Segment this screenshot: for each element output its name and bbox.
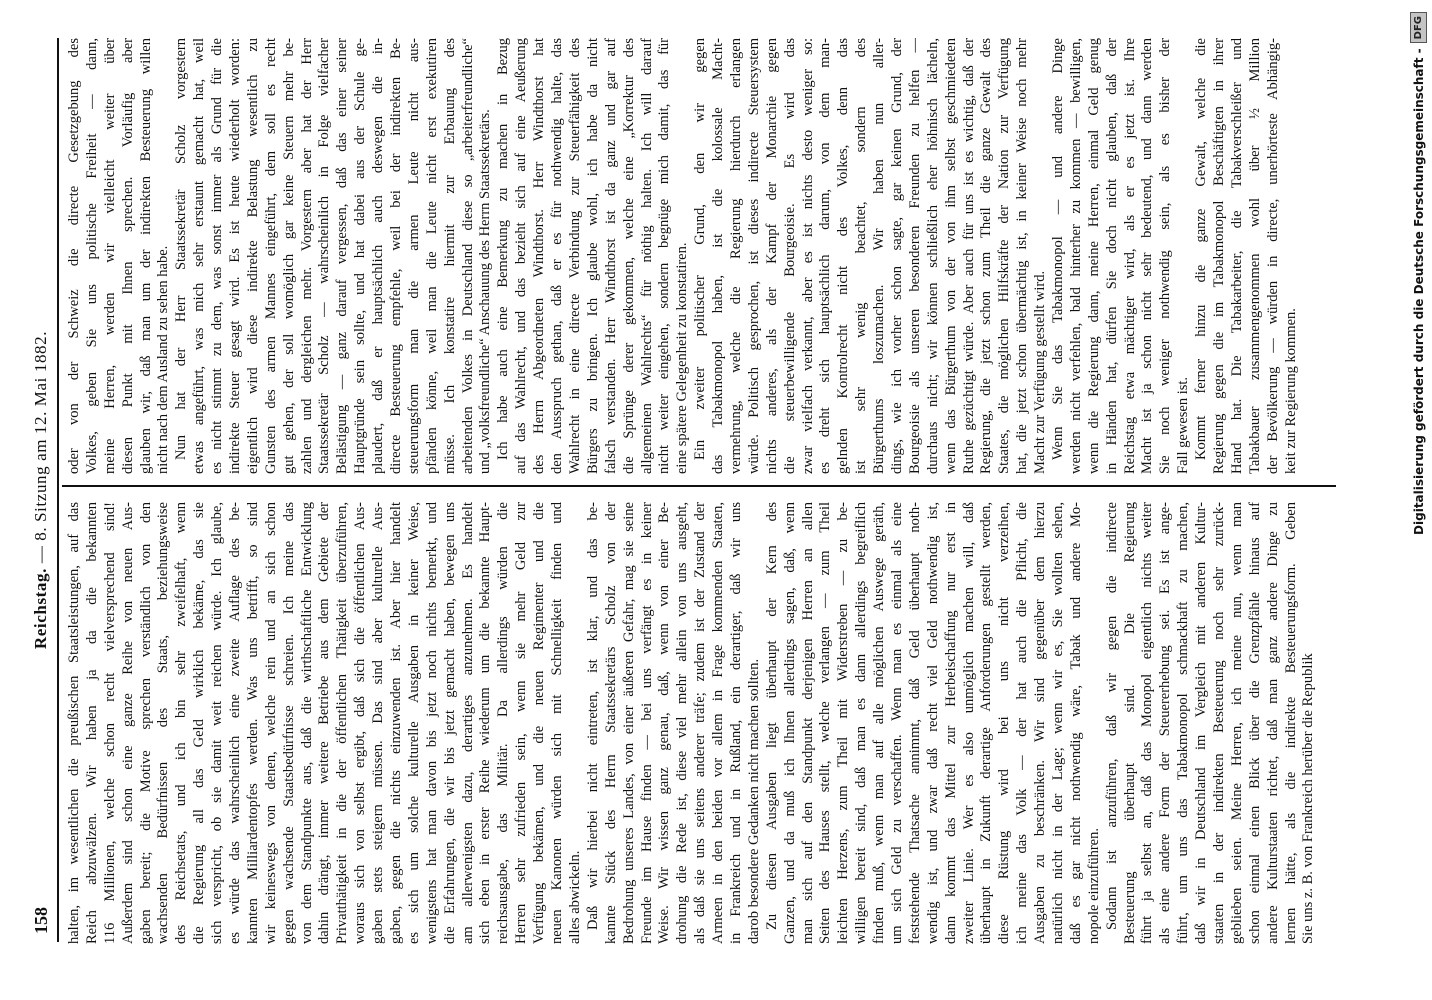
text-line: finden muß, wenn man auf alle möglichen Auswege geräth, xyxy=(871,502,888,944)
text-line: Reichstag etwa mächtiger wird, als er es jetzt ist. Ihre xyxy=(1121,38,1138,474)
text-line: gaben, gegen die nichts einzuwenden ist. Aber hier handelt xyxy=(388,502,405,944)
paragraph xyxy=(495,38,692,474)
text-line: andere Kulturstaaten richtet, daß man ganz andere Dinge zu xyxy=(1264,502,1281,944)
text-line: pfänden könne, weil man die Leute nicht erst exekutiren xyxy=(423,38,440,474)
text-line: als eine andere Form der Steuererhebung sei. Es ist ange- xyxy=(1157,502,1174,944)
text-line: Fall gewesen ist. xyxy=(1175,376,1192,474)
text-line: Zu diesen Ausgaben liegt überhaupt der Kern des xyxy=(763,502,780,930)
text-line: glauben wir, daß man um der indirekten Besteuerung willen xyxy=(137,38,154,474)
text-line: es dreht sich hauptsächlich darum, von dem man- xyxy=(817,38,834,474)
text-line: nopole einzuführen. xyxy=(1085,828,1102,944)
header-rule xyxy=(57,38,59,942)
text-line: Privatthätigkeit in die der öffentlichen Thätigkeit überzuführen, xyxy=(334,502,351,944)
text-line: Staates, die möglichen Hilfskräfte der Nation zur Verfügung xyxy=(996,38,1013,474)
text-line: plaudert, daß er hauptsächlich auch deswegen die in- xyxy=(370,38,387,474)
dfg-logo: DFG xyxy=(1410,12,1427,43)
text-line: Wahlrecht in eine directe Verbindung zur Steuerfähigkeit des xyxy=(566,38,583,474)
text-line: Ausgaben zu beschränken. Wir sind gegenüber dem hierzu xyxy=(1032,502,1049,944)
text-line: gegen wachsende Staatsbedürfnisse schreien. Ich meine das xyxy=(280,502,297,944)
text-line: Hauptgründe sein sollte, und hat dabei aus der Schule ge- xyxy=(352,38,369,474)
text-line: Sie uns z. B. von Frankreich herüber die Republik xyxy=(1300,653,1317,944)
text-line: die Regierung all das Geld wirklich bekäme, das sie xyxy=(191,502,208,944)
text-line: drohung die Rede ist, diese viel mehr allein von uns ausgeht, xyxy=(674,502,691,944)
text-line: Macht zur Verfügung gestellt wird. xyxy=(1032,270,1049,474)
text-line: hat, die jetzt schon übermächtig ist, in keiner Weise noch mehr xyxy=(1014,38,1031,474)
text-line: dahin drängt, immer weitere Betriebe aus dem Gebiete der xyxy=(316,502,333,944)
text-line: Bürgerthums loszumachen. Wir haben nun aller- xyxy=(871,38,888,474)
text-line: führt, um uns das Tabakmonopol schmackhaft zu machen, xyxy=(1175,502,1192,944)
text-line: des Herrn Abgeordneten Windthorst. Herr Windthorst hat xyxy=(531,38,548,474)
text-line: Volkes, geben Sie uns politische Freiheit — dann, xyxy=(83,38,100,474)
text-line: als daß sie uns seitens anderer träfe; zudem ist der Zustand der xyxy=(692,502,709,944)
text-line: falsch verstanden. Herr Windthorst ist da ganz und gar auf xyxy=(602,38,619,474)
text-line: Kommt ferner hinzu die ganze Gewalt, welche die xyxy=(1193,38,1210,460)
text-line: Macht ist ja schon nicht sehr bedeutend, und dann werden xyxy=(1139,38,1156,474)
paragraph xyxy=(692,38,1050,474)
text-line: gaben bereit; die Motive sprechen verständlich von den xyxy=(137,502,154,944)
text-line: Herren sehr zufrieden sein, wenn sie mehr Geld zur xyxy=(513,502,530,944)
text-line: natürlich nicht in der Lage; wenn wir es, Sie wollten sehen, xyxy=(1049,502,1066,944)
text-line: kannte Stück des Herrn Staatssekretärs Scholz von der xyxy=(602,502,619,944)
text-line: die steuerbewilligende Bourgeoisie. Es wird das xyxy=(781,38,798,474)
text-line: Freunde im Hause finden — bei uns verfängt es in keiner xyxy=(638,502,655,944)
column-divider xyxy=(62,486,1336,488)
text-line: alles abwickeln. xyxy=(566,850,583,944)
text-line: die Sprünge derer gekommen, welche eine „Korrektur des xyxy=(620,38,637,474)
text-line: wachsenden Bedürfnissen des Staats, beziehungsweise xyxy=(155,502,172,944)
text-line: Ich habe auch eine Bemerkung zu machen in Bezug xyxy=(495,38,512,460)
text-line: des Reichsetats, und ich bin sehr zweifelhaft, wenn xyxy=(173,502,190,944)
text-line: zwar vielfach verkannt, aber es ist nichts desto weniger so: xyxy=(799,38,816,474)
text-line: gelnden Kontrolrecht nicht des Volkes, denn das xyxy=(835,38,852,474)
text-line: eine spätere Gelegenheit zu konstatiren. xyxy=(674,242,691,474)
text-line: reichsausgabe, das Militär. Da allerdings würden die xyxy=(495,502,512,944)
text-line: keit zur Regierung kommen. xyxy=(1282,308,1299,474)
text-line: arbeitenden Volkes in Deutschland diese so „arbeiterfreundliche“ xyxy=(459,38,476,474)
text-line: lernen hätte, als die indirekte Besteuerungsform. Geben xyxy=(1282,502,1299,944)
text-line: willigen bereit sind, daß man es dann allerdings begreiflich xyxy=(853,502,870,944)
text-line: Bedrohung unseres Landes, von einer äußeren Gefahr, mag sie seine xyxy=(620,502,637,944)
text-line: nichts anderes, als der Kampf der Monarchie gegen xyxy=(763,38,780,474)
text-line: in Frankreich und in Rußland, ein derartiger, daß wir uns xyxy=(727,502,744,944)
text-line: durchaus nicht; wir können schließlich eher höhnisch lächeln, xyxy=(924,38,941,474)
text-line: es sich um solche kulturelle Ausgaben in keiner Weise, xyxy=(405,502,422,944)
text-line: Reich abzuwälzen. Wir haben ja da die bekannten xyxy=(83,502,100,944)
text-line: die Erfahrungen, die wir bis jetzt gemacht haben, bewegen uns xyxy=(441,502,458,944)
text-line: sich eben in erster Reihe wiederum um die bekannte Haupt- xyxy=(477,502,494,944)
paragraph xyxy=(66,502,585,944)
text-line: müsse. Ich konstatire hiermit zur Erbauung des xyxy=(441,38,458,474)
text-line: wendig ist, und zwar daß recht viel Geld nothwendig ist, xyxy=(924,502,941,944)
running-head-session: — 8. Sitzung am 12. Mai 1882. xyxy=(31,330,50,564)
text-line: oder von der Schweiz die directe Gesetzgebung des xyxy=(66,38,82,474)
text-line: Außerdem sind schon eine ganze Reihe von neuen Aus- xyxy=(119,502,136,944)
text-line: staaten in der indirekten Besteuerung noch sehr zurück- xyxy=(1211,502,1227,944)
text-line: und „volksfreundliche“ Anschauung des Herrn Staatssekretärs. xyxy=(477,109,494,474)
running-head-title: Reichstag. xyxy=(31,568,50,650)
text-line: schon einmal einen Blick über die Grenzpfähle hinaus auf xyxy=(1246,502,1263,944)
text-line: Besteuerung überhaupt sind. Die Regierung xyxy=(1121,502,1138,944)
text-line: vermehrung, welche die Regierung hierdurch erlangen xyxy=(727,38,744,474)
text-line: allgemeinen Wahlrechts“ für nöthig halten. Ich will darauf xyxy=(638,38,655,474)
text-line: Regierung gegen die im Tabakmonopol Beschäftigten in ihrer xyxy=(1211,38,1227,474)
text-line: Hand hat. Die Tabakarbeiter, die Tabakverschleißer und xyxy=(1228,38,1245,474)
text-line: wenn die Regierung dann, meine Herren, einmal Geld genug xyxy=(1085,38,1102,474)
text-line: überhaupt in Zukunft derartige Anforderungen gestellt werden, xyxy=(978,502,995,944)
text-line: gut gehen, der soll womöglich gar keine Steuern mehr be- xyxy=(280,38,297,474)
text-line: Belästigung — ganz darauf vergessen, daß das einer seiner xyxy=(334,38,351,474)
text-line: feststehende Thatsache annimmt, daß Geld überhaupt noth- xyxy=(906,502,923,944)
text-line: es würde das wahrscheinlich eine zweite Auflage des be- xyxy=(227,502,244,944)
text-line: wir keineswegs von denen, welche rein und an sich schon xyxy=(262,502,279,944)
text-line: um sich Geld zu verschaffen. Wenn man es einmal als eine xyxy=(888,502,905,944)
text-line: diese Rüstung wird bei uns nicht verzeihen, xyxy=(996,502,1013,944)
text-line: steuerungsform man die armen Leute nicht aus- xyxy=(405,38,422,474)
text-line: neuen Kanonen würden sich mit Schnelligkeit finden und xyxy=(549,502,566,944)
text-line: führt ja selbst an, daß das Monopol eigentlich nichts weiter xyxy=(1139,502,1156,944)
text-line: darob besondere Gedanken nicht machen sollten. xyxy=(745,658,762,944)
text-line: halten, im wesentlichen die preußischen Staatsleistungen, auf das xyxy=(66,502,82,944)
text-line: Sie noch weniger nothwendig sein, als es bisher der xyxy=(1157,38,1174,474)
text-line: diesen Punkt mit Ihnen sprechen. Vorläufig aber xyxy=(119,38,136,474)
text-line: Wenn Sie das Tabakmonopol — und andere Dinge xyxy=(1049,38,1066,460)
text-line: Sodann ist anzuführen, daß wir gegen die indirecte xyxy=(1103,502,1120,930)
text-line: nicht weiter eingehen, sondern begnüge mich damit, das für xyxy=(656,38,673,474)
text-column-right xyxy=(66,38,1300,474)
text-line: der Bevölkerung — würden in directe, unerhörteste Abhängig- xyxy=(1264,38,1281,474)
text-line: eigentlich wird diese indirekte Belastung wesentlich zu xyxy=(244,38,261,474)
text-line: dings, wie ich vorher schon sagte, gar keinen Grund, der xyxy=(888,38,905,474)
text-line: daß wir in Deutschland im Vergleich mit anderen Kultur- xyxy=(1193,502,1210,944)
text-line: dann kommt das Mittel zur Herbeischaffung nur erst in xyxy=(942,502,959,944)
text-line: wenigstens hat man davon bis jetzt noch nichts bemerkt, und xyxy=(423,502,440,944)
paragraph xyxy=(764,502,1104,944)
text-line: Staatssekretär Scholz — wahrscheinlich in Folge vielfacher xyxy=(316,38,333,474)
text-line: Weise. Wir wissen ganz genau, daß, wenn von einer Be- xyxy=(656,502,673,944)
text-line: zahlen und dergleichen mehr. Vorgestern aber hat der Herr xyxy=(298,38,315,474)
text-line: auf das Wahlrecht, und das bezieht sich auf eine Aeußerung xyxy=(513,38,530,474)
text-line: Armeen in den beiden vor allem in Frage kommenden Staaten, xyxy=(710,502,727,944)
text-line: ich meine das Volk — der hat auch die Pflicht, die xyxy=(1014,502,1031,944)
text-line: Tabakbauer zusammengenommen wohl über ½ Million xyxy=(1246,38,1263,474)
text-line: den Ausspruch gethan, daß er es für nothwendig halte, das xyxy=(549,38,566,474)
text-line: sich verspricht, ob sie damit weit reichen würde. Ich glaube, xyxy=(209,502,226,944)
text-line: nicht nach dem Ausland zu sehen habe. xyxy=(155,245,172,474)
paragraph xyxy=(1104,502,1319,944)
text-line: indirekte Steuer gesagt wird. Es ist heute wiederholt worden: xyxy=(227,38,244,474)
text-column-left xyxy=(66,502,1318,944)
text-line: geblieben seien. Meine Herren, ich meine nun, wenn man xyxy=(1228,502,1245,944)
text-line: etwas angeführt, was mich sehr erstaunt gemacht hat, weil xyxy=(191,38,208,474)
text-line: leichten Herzens, zum Theil mit Widerstreben — zu be- xyxy=(835,502,852,944)
text-line: Verfügung bekämen, und die neuen Regimenter und die xyxy=(531,502,548,944)
text-line: das Tabakmonopol haben, ist die kolossale Macht- xyxy=(710,38,727,474)
running-head xyxy=(30,40,52,940)
text-line: Daß wir hierbei nicht eintreten, ist klar, und das be- xyxy=(584,502,601,930)
text-line: Bourgeoisie als unseren besonderen Freunden zu helfen — xyxy=(906,38,923,474)
text-line: man sich auf den Standpunkt derjenigen Herren an allen xyxy=(799,502,816,944)
text-line: wenn das Bürgerthum von der von ihm selbst geschmiedeten xyxy=(942,38,959,474)
text-line: Ganzen, und da muß ich Ihnen allerdings sagen, daß, wenn xyxy=(781,502,798,944)
paragraph xyxy=(66,38,173,474)
text-line: würde. Politisch gesprochen, ist dieses indirecte Steuersystem xyxy=(745,38,762,474)
text-line: Gunsten des armen Mannes eingeführt, dem soll es recht xyxy=(262,38,279,474)
text-line: von dem Standpunkte aus, daß die wirthschaftliche Entwicklung xyxy=(298,502,315,944)
text-line: Seiten des Hauses stellt, welche verlangen — zum Theil xyxy=(817,502,834,944)
text-line: ist sehr wenig beachtet, sondern des xyxy=(853,38,870,474)
text-line: Ruthe gezüchtigt würde. Aber auch für uns ist es wichtig, daß der xyxy=(960,38,977,474)
paragraph xyxy=(173,38,495,474)
text-line: Regierung, die jetzt schon zum Theil die ganze Gewalt des xyxy=(978,38,995,474)
text-line: gaben stets steigern müssen. Das sind aber kulturelle Aus- xyxy=(370,502,387,944)
text-line: es nicht stimmt zu dem, was sonst immer als Grund für die xyxy=(209,38,226,474)
text-line: meine Herren, werden wir vielleicht weiter über xyxy=(101,38,118,474)
paragraph xyxy=(1050,38,1193,474)
page-number: 158 xyxy=(31,907,51,934)
text-line: woraus sich von selbst ergibt, daß sich die öffentlichen Aus- xyxy=(352,502,369,944)
text-line: daß es gar nicht nothwendig wäre, Tabak und andere Mo- xyxy=(1067,502,1084,944)
text-line: Ein zweiter politischer Grund, den wir gegen xyxy=(692,38,709,460)
credit-text: Digitalisierung gefördert durch die Deutsche Forschungsgemeinschaft - xyxy=(1411,48,1426,535)
text-line: Bürgers zu bringen. Ich glaube wohl, ich habe da nicht xyxy=(584,38,601,474)
text-line: Nun hat der Herr Staatssekretär Scholz vorgestern xyxy=(173,38,190,460)
paragraph xyxy=(1193,38,1300,474)
text-line: werden nicht verfehlen, bald hinterher zu kommen — bewilligen, xyxy=(1067,38,1084,474)
text-line: 116 Millionen, welche schon recht vielversprechend sind! xyxy=(101,502,118,944)
text-line: zweiter Linie. Wer es also unmöglich machen will, daß xyxy=(960,502,977,944)
text-line: kannten Milliardentopfes werden. Was uns betrifft, so sind xyxy=(244,502,261,944)
text-line: in Händen hat, dürfen Sie doch nicht glauben, daß der xyxy=(1103,38,1120,474)
page-header xyxy=(30,40,52,940)
text-line: directe Besteuerung empfehle, weil bei der indirekten Be- xyxy=(388,38,405,474)
digitization-credit xyxy=(1410,12,1427,535)
text-line: am allerwenigsten dazu, derartiges anzunehmen. Es handelt xyxy=(459,502,476,944)
paragraph xyxy=(585,502,764,944)
